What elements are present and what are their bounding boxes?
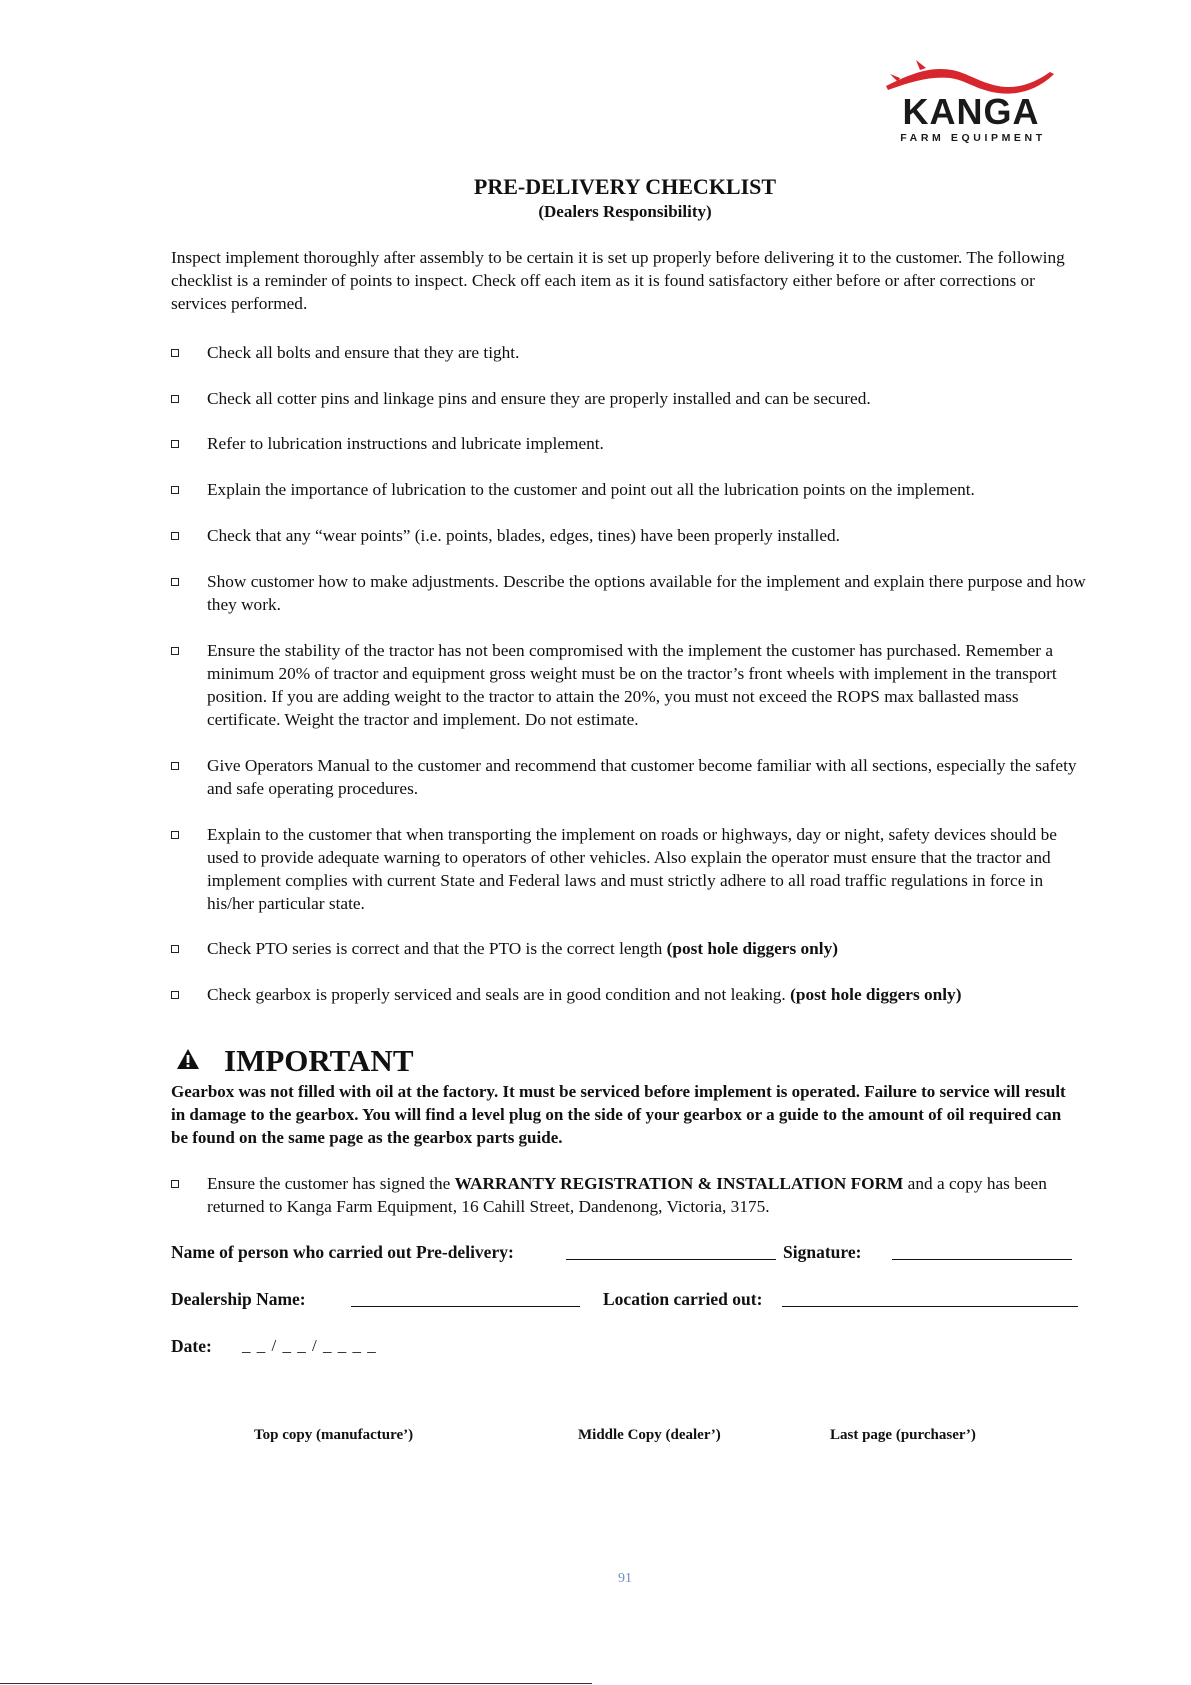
checkbox[interactable] [171, 762, 179, 770]
date-label: Date: [171, 1336, 212, 1356]
middle-copy-label: Middle Copy (dealer’) [578, 1427, 721, 1443]
checklist-item-note: (post hole diggers only) [790, 985, 962, 1004]
checklist-item-text: Check PTO series is correct and that the PTO is the correct length [207, 939, 667, 958]
checkbox[interactable] [171, 991, 179, 999]
checkbox[interactable] [171, 647, 179, 655]
date-field[interactable]: _ _ / _ _ / _ _ _ _ [242, 1336, 377, 1355]
person-label: Name of person who carried out Pre-delivery: [171, 1242, 514, 1262]
checklist-item-note: (post hole diggers only) [666, 939, 838, 958]
last-page-label: Last page (purchaser’) [830, 1427, 976, 1443]
checkbox[interactable] [171, 440, 179, 448]
top-copy-label: Top copy (manufacture’) [254, 1427, 414, 1443]
intro-paragraph: Inspect implement thoroughly after assembly to be certain it is set up properly before delivering it to the customer. The following checklist is a reminder of points to inspect. Check off each item as it is found satisfactory either before or after corrections or services performed. [171, 248, 1065, 313]
location-field[interactable] [782, 1306, 1078, 1307]
checklist-item-text: Ensure the stability of the tractor has not been compromised with the implement the customer has purchased. Remember a minimum 20% of tractor and equipment gross weight must be on the tractor’s front wheels with implement in the transport position. If you are adding weight to the tractor to attain the 20%, you must not exceed the ROPS max ballasted mass certificate. Weight the tractor and implement. Do not estimate. [207, 641, 1057, 729]
checklist-item-text: Refer to lubrication instructions and lubricate implement. [207, 434, 604, 453]
checklist-item-text: Explain to the customer that when transporting the implement on roads or highways, day or night, safety devices should be used to provide adequate warning to operators of other vehicles. Also explain the operator must ensure that the tractor and implement complies with current State and Federal laws and must strictly adhere to all road traffic regulations in force in his/her particular state. [207, 825, 1057, 913]
page-number: 91 [618, 1571, 632, 1586]
kanga-logo [880, 52, 1060, 147]
checkbox[interactable] [171, 945, 179, 953]
checkbox[interactable] [171, 1180, 179, 1188]
footer-rule [0, 1683, 592, 1684]
warranty-form-name: WARRANTY REGISTRATION & INSTALLATION FORM [454, 1174, 904, 1193]
checkbox[interactable] [171, 532, 179, 540]
checklist-item-text: Check gearbox is properly serviced and seals are in good condition and not leaking. [207, 985, 791, 1004]
checklist-item-text: Check all cotter pins and linkage pins and ensure they are properly installed and can be secured. [207, 389, 871, 408]
dealership-label: Dealership Name: [171, 1289, 306, 1309]
important-text: Gearbox was not filled with oil at the factory. It must be serviced before implement is operated. Failure to service will result in damage to the gearbox. You will find a level plug on the side of your gearbox or a guide to the amount of oil required can be found on the same page as the gearbox parts guide. [171, 1082, 1066, 1147]
warning-triangle-icon [176, 1048, 200, 1070]
page-title: PRE-DELIVERY CHECKLIST [473, 174, 777, 199]
important-title: IMPORTANT [224, 1043, 414, 1078]
warranty-text-after: and a copy has been returned to Kanga Farm Equipment, 16 Cahill Street, Dandenong, Victoria, 3175. [207, 1174, 1047, 1216]
checklist-item-text: Check that any “wear points” (i.e. points, blades, edges, tines) have been properly installed. [207, 526, 840, 545]
warranty-text-before: Ensure the customer has signed the [207, 1174, 455, 1193]
signature-field[interactable] [892, 1259, 1072, 1260]
checkbox[interactable] [171, 486, 179, 494]
location-label: Location carried out: [603, 1289, 763, 1309]
person-field[interactable] [566, 1259, 776, 1260]
logo-tagline: FARM EQUIPMENT [900, 132, 1046, 144]
logo-wordmark: KANGA [902, 91, 1040, 132]
signature-label: Signature: [783, 1242, 862, 1262]
dealership-field[interactable] [351, 1306, 580, 1307]
checklist-item-text: Show customer how to make adjustments. Describe the options available for the implement and explain there purpose and how they work. [207, 572, 1086, 614]
checkbox[interactable] [171, 349, 179, 357]
checkbox[interactable] [171, 831, 179, 839]
checklist-item-text: Explain the importance of lubrication to the customer and point out all the lubrication points on the implement. [207, 480, 975, 499]
checklist-item-text: Give Operators Manual to the customer and recommend that customer become familiar with all sections, especially the safety and safe operating procedures. [207, 756, 1077, 798]
checkbox[interactable] [171, 578, 179, 586]
checkbox[interactable] [171, 395, 179, 403]
page-subtitle: (Dealers Responsibility) [538, 202, 712, 221]
checklist-item-text: Check all bolts and ensure that they are tight. [207, 343, 520, 362]
